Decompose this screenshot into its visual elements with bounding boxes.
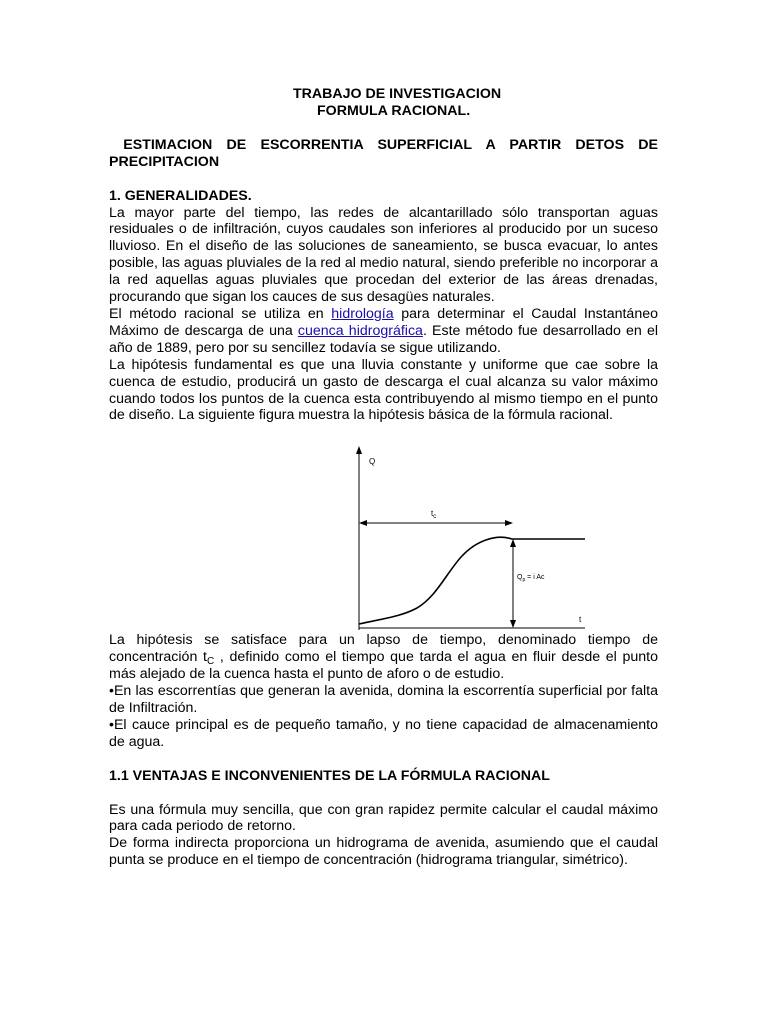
y-axis-arrow [356,446,362,454]
bullet-2: •El cauce principal es de pequeño tamaño, y no tiene capacidad de almacenamiento de agua. [109,716,658,750]
hydrograph-curve [359,538,585,625]
x-axis-label: t [579,615,582,625]
y-axis-label: Q [369,457,376,467]
tc-label: $t_c$ [431,509,437,521]
doc-title-line2: FORMULA RACIONAL. [317,102,471,119]
doc-subtitle-text: ESTIMACION DE ESCORRENTIA SUPERFICIAL A PARTIR DETOS DE PRECIPITACION [109,136,658,170]
p4-text-a: La hipótesis se satisface para un lapso de tiempo, denominado tiempo de concentración t [109,632,658,666]
section-1-heading: 1. GENERALIDADES. [109,187,252,204]
section-1-paragraph-2 [109,306,658,357]
tc-arrow-right [505,520,513,526]
p4-subscript: C [206,656,215,668]
tc-arrow-left [359,520,367,526]
cuenca-hidrografica-link[interactable]: cuenca hidrográfica [297,322,423,339]
doc-subtitle [109,137,658,171]
hidrologia-link[interactable]: hidrología [331,305,394,322]
qp-arrow-top [510,539,516,547]
section-1-paragraph-3: La hipótesis fundamental es que una lluvia constante y uniforme que cae sobre la cuenca de estudio, producirá un gasto de descarga el cual alcanza su valor máximo cuando todos los puntos de la cuenca esta contribuyendo al mismo tiempo en el punto de diseño. La siguiente figura muestra la hipótesis básica de la fórmula racional. [109,356,658,424]
doc-title-line1: TRABAJO DE INVESTIGACION [293,86,502,102]
bullet-1: •En las escorrentías que generan la avenida, domina la escorrentía superficial por falta de Infiltración. [109,683,658,716]
section-1-paragraph-4 [109,632,658,683]
section-1-1-paragraph-1: Es una fórmula muy sencilla, que con gran rapidez permite calcular el caudal máximo para cada periodo de retorno. [109,801,658,835]
section-1-1-paragraph-2: De forma indirecta proporciona un hidrograma de avenida, asumiendo que el caudal punta se produce en el tiempo de concentración (hidrograma triangular, simétrico). [109,835,658,869]
p2-text-a: El método racional se utiliza en [109,305,332,322]
document-page [109,86,658,869]
hydrograph-svg [347,444,587,632]
section-1-1-heading: 1.1 VENTAJAS E INCONVENIENTES DE LA FÓRMULA RACIONAL [109,767,550,784]
section-1-paragraph-1: La mayor parte del tiempo, las redes de alcantarillado sólo transportan aguas residuales o de infiltración, cuyos caudales son inferiores al producido por un suceso lluvioso. En el diseño de las soluciones de saneamiento, se busca evacuar, lo antes posible, las aguas pluviales de la red al medio natural, siendo preferible no incorporar a la red aquellas aguas pluviales que procedan del exterior de las áreas drenadas, procurando que sigan los cauces de sus desagües naturales. [109,204,658,306]
p2-text-c: . Este método fue desarrollado en el año de 1889, pero por su sencillez todavía se sigue utilizando. [109,322,658,356]
p2-text-b: para determinar el Caudal Instantáneo Máximo de descarga de una [109,305,658,339]
p4-text-b: , definido como el tiempo que tarda el agua en fluir desde el punto más alejado de la cuenca hasta el punto de aforo o de estudio. [109,649,658,683]
hydrograph-figure [109,444,658,632]
qp-label: $Q_p = i$ Ac [517,574,545,584]
qp-arrow-bottom [510,620,516,628]
